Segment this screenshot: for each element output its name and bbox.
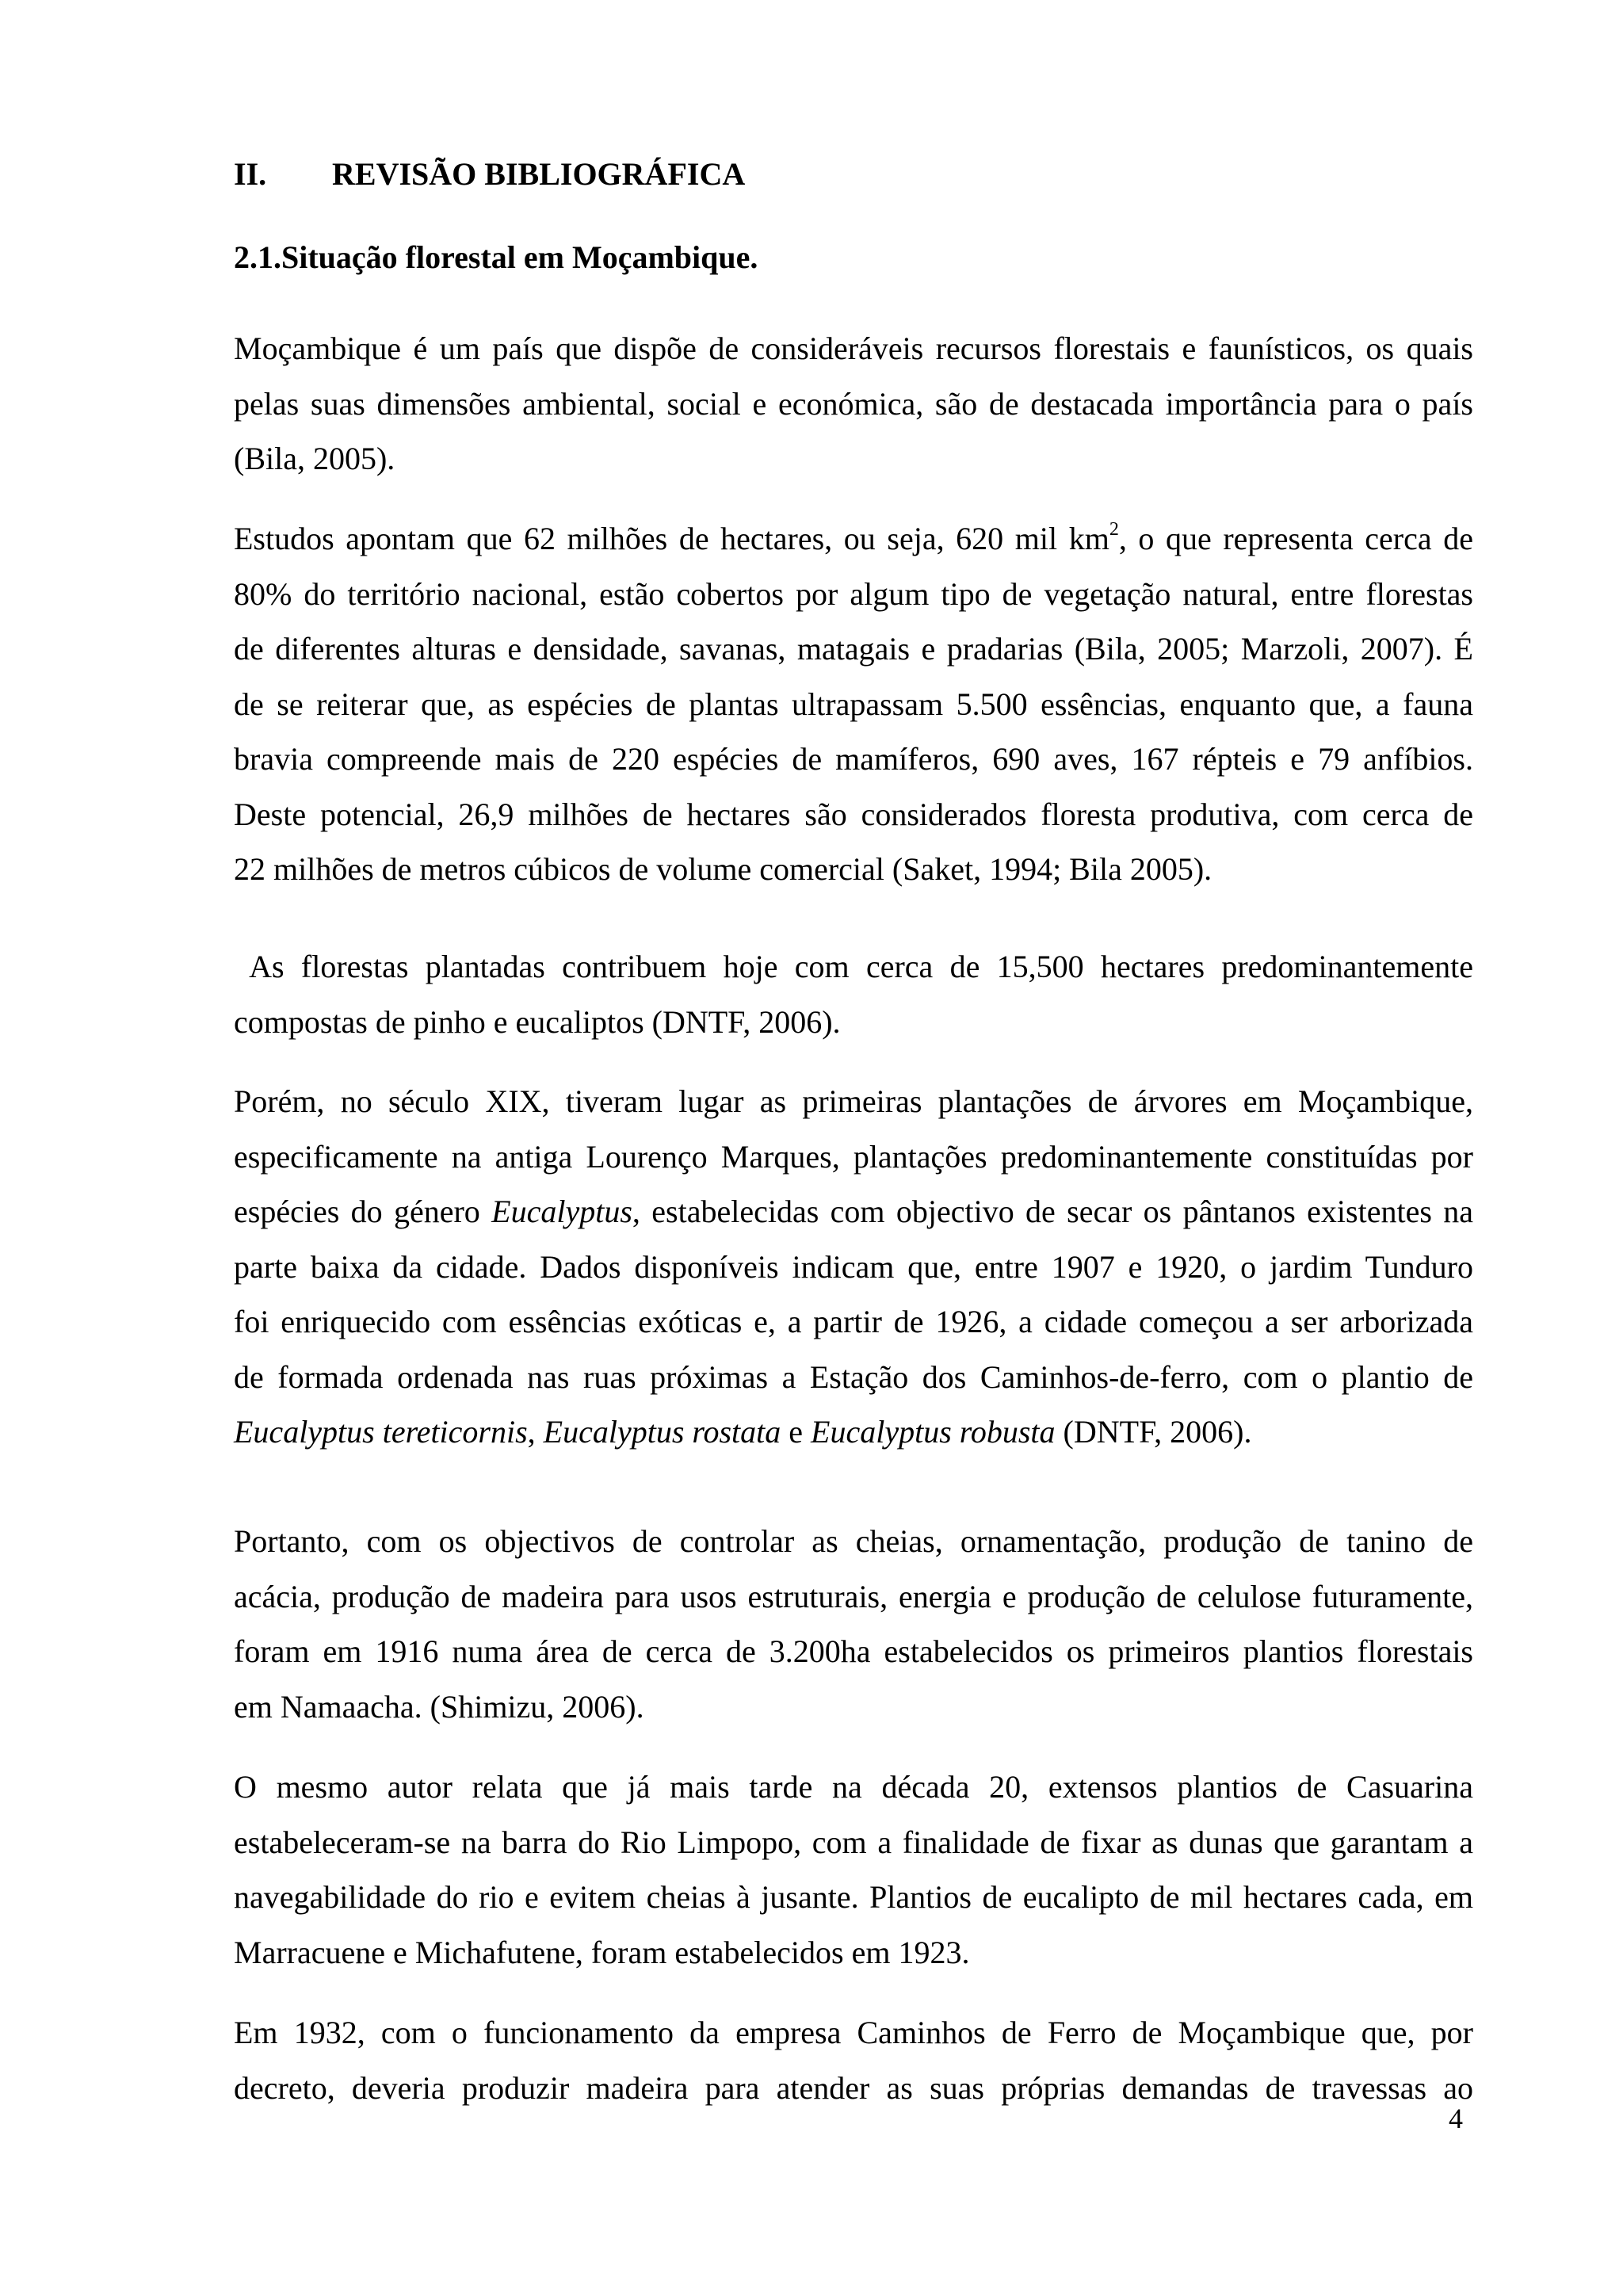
paragraph-line: em Namaacha. (Shimizu, 2006). xyxy=(234,1688,644,1725)
paragraph-line: estabeleceram-se na barra do Rio Limpopo, com a finalidade de fixar as dunas que garantam a xyxy=(234,1824,1473,1860)
paragraph-line: Porém, no século XIX, tiveram lugar as primeiras plantações de árvores em Moçambique, xyxy=(234,1083,1473,1119)
paragraph-line: de formada ordenada nas ruas próximas a Estação dos Caminhos-de-ferro, com o plantio de xyxy=(234,1358,1473,1395)
paragraph-line: de diferentes alturas e densidade, savanas, matagais e pradarias (Bila, 2005; Marzoli, 2007). É xyxy=(234,631,1473,667)
species-name: Eucalyptus tereticornis xyxy=(234,1414,528,1450)
paragraph-line: Marracuene e Michafutene, foram estabelecidos em 1923. xyxy=(234,1934,970,1970)
chapter-number: II. xyxy=(234,156,267,192)
paragraph-line: acácia, produção de madeira para usos estruturais, energia e produção de celulose futuramente, xyxy=(234,1578,1473,1614)
paragraph-line: decreto, deveria produzir madeira para atender as suas próprias demandas de travessas ao xyxy=(234,2069,1473,2106)
chapter-title: REVISÃO BIBLIOGRÁFICA xyxy=(332,156,746,192)
text-run: , xyxy=(527,1414,544,1450)
chapter-heading xyxy=(234,156,746,192)
paragraph-line: parte baixa da cidade. Dados disponíveis indicam que, entre 1907 e 1920, o jardim Tunduro xyxy=(234,1248,1473,1285)
paragraph-line xyxy=(234,511,1473,567)
text-run: , estabelecidas com objectivo de secar os pântanos existentes na xyxy=(632,1194,1473,1229)
paragraph-1 xyxy=(234,321,1473,487)
paragraph-4 xyxy=(234,1074,1473,1460)
paragraph-line: Moçambique é um país que dispõe de consideráveis recursos florestais e faunísticos, os quais xyxy=(234,330,1473,366)
paragraph-line: (Bila, 2005). xyxy=(234,441,395,476)
paragraph-line: 80% do território nacional, estão cobertos por algum tipo de vegetação natural, entre florestas xyxy=(234,575,1473,612)
species-name: Eucalyptus rostata xyxy=(543,1414,781,1450)
paragraph-line xyxy=(234,1184,1473,1240)
paragraph-line: foi enriquecido com essências exóticas e, a partir de 1926, a cidade começou a ser arborizada xyxy=(234,1304,1473,1339)
section-heading: 2.1.Situação florestal em Moçambique. xyxy=(234,239,758,275)
paragraph-line: 22 milhões de metros cúbicos de volume comercial (Saket, 1994; Bila 2005). xyxy=(234,851,1212,887)
page-number: 4 xyxy=(1449,2103,1463,2134)
paragraph-3 xyxy=(234,939,1473,1049)
paragraph-line: navegabilidade do rio e evitem cheias à jusante. Plantios de eucalipto de mil hectares cada, em xyxy=(234,1879,1473,1915)
text-run: e xyxy=(781,1414,812,1450)
text-run: espécies do género xyxy=(234,1194,492,1229)
text-run: (DNTF, 2006). xyxy=(1055,1414,1252,1450)
text-run: Estudos apontam que 62 milhões de hectares, ou seja, 620 mil km xyxy=(234,521,1109,556)
paragraph-line: bravia compreende mais de 220 espécies de mamíferos, 690 aves, 167 répteis e 79 anfíbios. xyxy=(234,741,1473,777)
paragraph-line: de se reiterar que, as espécies de plantas ultrapassam 5.500 essências, enquanto que, a fauna xyxy=(234,686,1473,722)
text-run: , o que representa cerca de xyxy=(1118,521,1473,556)
paragraph-7 xyxy=(234,2005,1473,2115)
paragraph-line: Portanto, com os objectivos de controlar as cheias, ornamentação, produção de tanino de xyxy=(234,1523,1473,1559)
paragraph-line: As florestas plantadas contribuem hoje com cerca de 15,500 hectares predominantemente xyxy=(234,949,1473,984)
paragraph-2 xyxy=(234,511,1473,897)
paragraph-line: O mesmo autor relata que já mais tarde na década 20, extensos plantios de Casuarina xyxy=(234,1769,1473,1805)
species-name: Eucalyptus xyxy=(491,1194,632,1229)
paragraph-5 xyxy=(234,1514,1473,1734)
species-name: Eucalyptus robusta xyxy=(811,1414,1056,1450)
paragraph-line xyxy=(234,1404,1473,1460)
paragraph-line: Em 1932, com o funcionamento da empresa Caminhos de Ferro de Moçambique que, por xyxy=(234,2015,1473,2050)
paragraph-6 xyxy=(234,1759,1473,1980)
paragraph-line: Deste potencial, 26,9 milhões de hectares são considerados floresta produtiva, com cerca de xyxy=(234,796,1473,832)
paragraph-line: pelas suas dimensões ambiental, social e económica, são de destacada importância para o país xyxy=(234,385,1473,422)
paragraph-line: especificamente na antiga Lourenço Marques, plantações predominantemente constituídas por xyxy=(234,1138,1473,1175)
paragraph-line: foram em 1916 numa área de cerca de 3.200ha estabelecidos os primeiros plantios florestais xyxy=(234,1633,1473,1669)
superscript: 2 xyxy=(1109,519,1119,540)
paragraph-line: compostas de pinho e eucaliptos (DNTF, 2006). xyxy=(234,1003,841,1040)
